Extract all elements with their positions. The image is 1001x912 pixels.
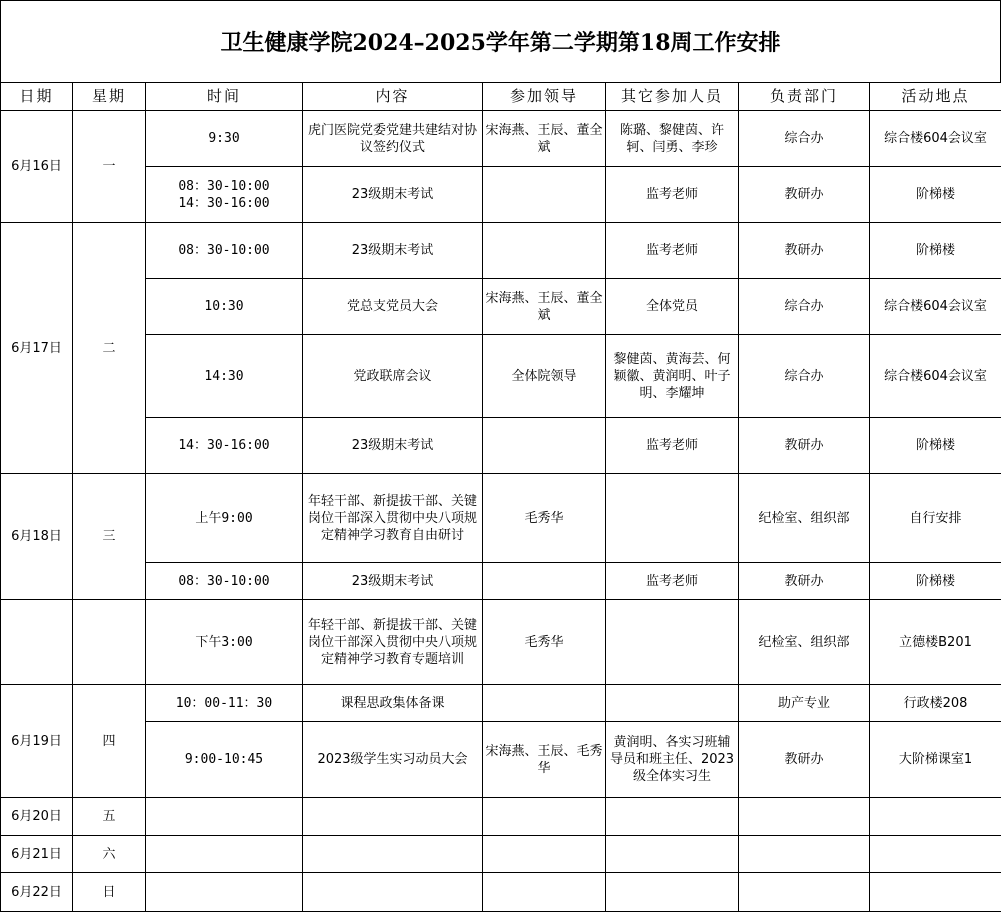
day-weekday: 五 bbox=[73, 798, 146, 836]
header-dept: 负责部门 bbox=[739, 83, 870, 111]
event-place bbox=[870, 798, 1001, 836]
event-leaders bbox=[483, 167, 606, 223]
day-date: 6月22日 bbox=[1, 873, 73, 912]
table-row bbox=[1, 798, 1001, 836]
event-place: 阶梯楼 bbox=[870, 223, 1001, 279]
event-dept bbox=[739, 836, 870, 873]
event-time: 10：00-11：30 bbox=[146, 685, 303, 722]
header-date: 日期 bbox=[1, 83, 73, 111]
event-place: 综合楼604会议室 bbox=[870, 111, 1001, 167]
event-others bbox=[606, 836, 739, 873]
event-place: 阶梯楼 bbox=[870, 167, 1001, 223]
event-place: 综合楼604会议室 bbox=[870, 335, 1001, 418]
event-content: 课程思政集体备课 bbox=[303, 685, 483, 722]
header-place: 活动地点 bbox=[870, 83, 1001, 111]
day-weekday: 四 bbox=[73, 685, 146, 798]
event-time: 14：30-16:00 bbox=[146, 418, 303, 474]
event-time: 08：30-10:00 bbox=[146, 563, 303, 600]
event-content: 虎门医院党委党建共建结对协议签约仪式 bbox=[303, 111, 483, 167]
event-leaders bbox=[483, 223, 606, 279]
event-others: 黄润明、各实习班辅导员和班主任、2023级全体实习生 bbox=[606, 722, 739, 798]
event-time: 08：30-10:00 14：30-16:00 bbox=[146, 167, 303, 223]
header-time: 时间 bbox=[146, 83, 303, 111]
header-leaders: 参加领导 bbox=[483, 83, 606, 111]
event-time: 上午9:00 bbox=[146, 474, 303, 563]
event-leaders: 毛秀华 bbox=[483, 600, 606, 685]
event-dept: 综合办 bbox=[739, 335, 870, 418]
event-content: 23级期末考试 bbox=[303, 418, 483, 474]
event-others: 监考老师 bbox=[606, 563, 739, 600]
event-dept: 教研办 bbox=[739, 563, 870, 600]
day-weekday: 一 bbox=[73, 111, 146, 223]
table-row bbox=[1, 722, 1001, 798]
page-title: 卫生健康学院2024–2025学年第二学期第18周工作安排 bbox=[0, 0, 1001, 82]
event-leaders: 宋海燕、王辰、董全斌 bbox=[483, 279, 606, 335]
header-content: 内容 bbox=[303, 83, 483, 111]
event-time: 9:00-10:45 bbox=[146, 722, 303, 798]
table-row bbox=[1, 685, 1001, 722]
day-date: 6月19日 bbox=[1, 685, 73, 798]
day-date: 6月18日 bbox=[1, 474, 73, 600]
event-dept: 教研办 bbox=[739, 167, 870, 223]
event-content: 党政联席会议 bbox=[303, 335, 483, 418]
event-dept bbox=[739, 798, 870, 836]
day-date: 6月17日 bbox=[1, 223, 73, 474]
header-weekday: 星期 bbox=[73, 83, 146, 111]
event-leaders bbox=[483, 418, 606, 474]
event-others bbox=[606, 600, 739, 685]
event-leaders bbox=[483, 563, 606, 600]
event-dept: 纪检室、组织部 bbox=[739, 600, 870, 685]
event-leaders: 毛秀华 bbox=[483, 474, 606, 563]
event-place: 行政楼208 bbox=[870, 685, 1001, 722]
header-row bbox=[1, 83, 1001, 111]
event-dept: 教研办 bbox=[739, 722, 870, 798]
table-row bbox=[1, 836, 1001, 873]
event-others: 监考老师 bbox=[606, 167, 739, 223]
event-others: 陈璐、黎健茵、许轲、闫勇、李珍 bbox=[606, 111, 739, 167]
day-weekday: 日 bbox=[73, 873, 146, 912]
event-place: 自行安排 bbox=[870, 474, 1001, 563]
event-content: 23级期末考试 bbox=[303, 223, 483, 279]
table-row bbox=[1, 111, 1001, 167]
table-row bbox=[1, 335, 1001, 418]
event-dept: 教研办 bbox=[739, 223, 870, 279]
event-place: 大阶梯课室1 bbox=[870, 722, 1001, 798]
table-row bbox=[1, 563, 1001, 600]
day-weekday: 二 bbox=[73, 223, 146, 474]
header-others: 其它参加人员 bbox=[606, 83, 739, 111]
table-row bbox=[1, 474, 1001, 563]
day-date: 6月16日 bbox=[1, 111, 73, 223]
event-content bbox=[303, 836, 483, 873]
event-others bbox=[606, 798, 739, 836]
event-time: 下午3:00 bbox=[146, 600, 303, 685]
event-place: 综合楼604会议室 bbox=[870, 279, 1001, 335]
event-time: 14:30 bbox=[146, 335, 303, 418]
day-date: 6月20日 bbox=[1, 798, 73, 836]
event-leaders: 宋海燕、王辰、董全斌 bbox=[483, 111, 606, 167]
schedule-table bbox=[0, 82, 1001, 912]
table-row bbox=[1, 167, 1001, 223]
event-others: 全体党员 bbox=[606, 279, 739, 335]
event-dept: 纪检室、组织部 bbox=[739, 474, 870, 563]
event-time: 10:30 bbox=[146, 279, 303, 335]
event-dept: 教研办 bbox=[739, 418, 870, 474]
event-place: 阶梯楼 bbox=[870, 418, 1001, 474]
day-weekday bbox=[73, 600, 146, 685]
event-others: 黎健茵、黄海芸、何颖徽、黄润明、叶子明、李耀坤 bbox=[606, 335, 739, 418]
day-weekday: 三 bbox=[73, 474, 146, 600]
event-content: 党总支党员大会 bbox=[303, 279, 483, 335]
event-dept: 助产专业 bbox=[739, 685, 870, 722]
table-row bbox=[1, 600, 1001, 685]
event-place: 阶梯楼 bbox=[870, 563, 1001, 600]
event-content: 年轻干部、新提拔干部、关键岗位干部深入贯彻中央八项规定精神学习教育自由研讨 bbox=[303, 474, 483, 563]
event-place: 立德楼B201 bbox=[870, 600, 1001, 685]
event-others bbox=[606, 685, 739, 722]
event-others: 监考老师 bbox=[606, 223, 739, 279]
day-weekday: 六 bbox=[73, 836, 146, 873]
event-content: 23级期末考试 bbox=[303, 167, 483, 223]
event-leaders: 全体院领导 bbox=[483, 335, 606, 418]
event-others bbox=[606, 474, 739, 563]
event-leaders bbox=[483, 798, 606, 836]
event-time: 9:30 bbox=[146, 111, 303, 167]
event-content: 2023级学生实习动员大会 bbox=[303, 722, 483, 798]
table-row bbox=[1, 223, 1001, 279]
event-leaders bbox=[483, 836, 606, 873]
event-content: 年轻干部、新提拔干部、关键岗位干部深入贯彻中央八项规定精神学习教育专题培训 bbox=[303, 600, 483, 685]
event-time bbox=[146, 836, 303, 873]
day-date: 6月21日 bbox=[1, 836, 73, 873]
table-row bbox=[1, 279, 1001, 335]
table-row bbox=[1, 418, 1001, 474]
event-time bbox=[146, 798, 303, 836]
event-leaders bbox=[483, 685, 606, 722]
event-leaders: 宋海燕、王辰、毛秀华 bbox=[483, 722, 606, 798]
event-others: 监考老师 bbox=[606, 418, 739, 474]
event-content: 23级期末考试 bbox=[303, 563, 483, 600]
day-date bbox=[1, 600, 73, 685]
event-dept: 综合办 bbox=[739, 279, 870, 335]
event-dept: 综合办 bbox=[739, 111, 870, 167]
event-place bbox=[870, 836, 1001, 873]
event-time: 08：30-10:00 bbox=[146, 223, 303, 279]
event-content bbox=[303, 798, 483, 836]
